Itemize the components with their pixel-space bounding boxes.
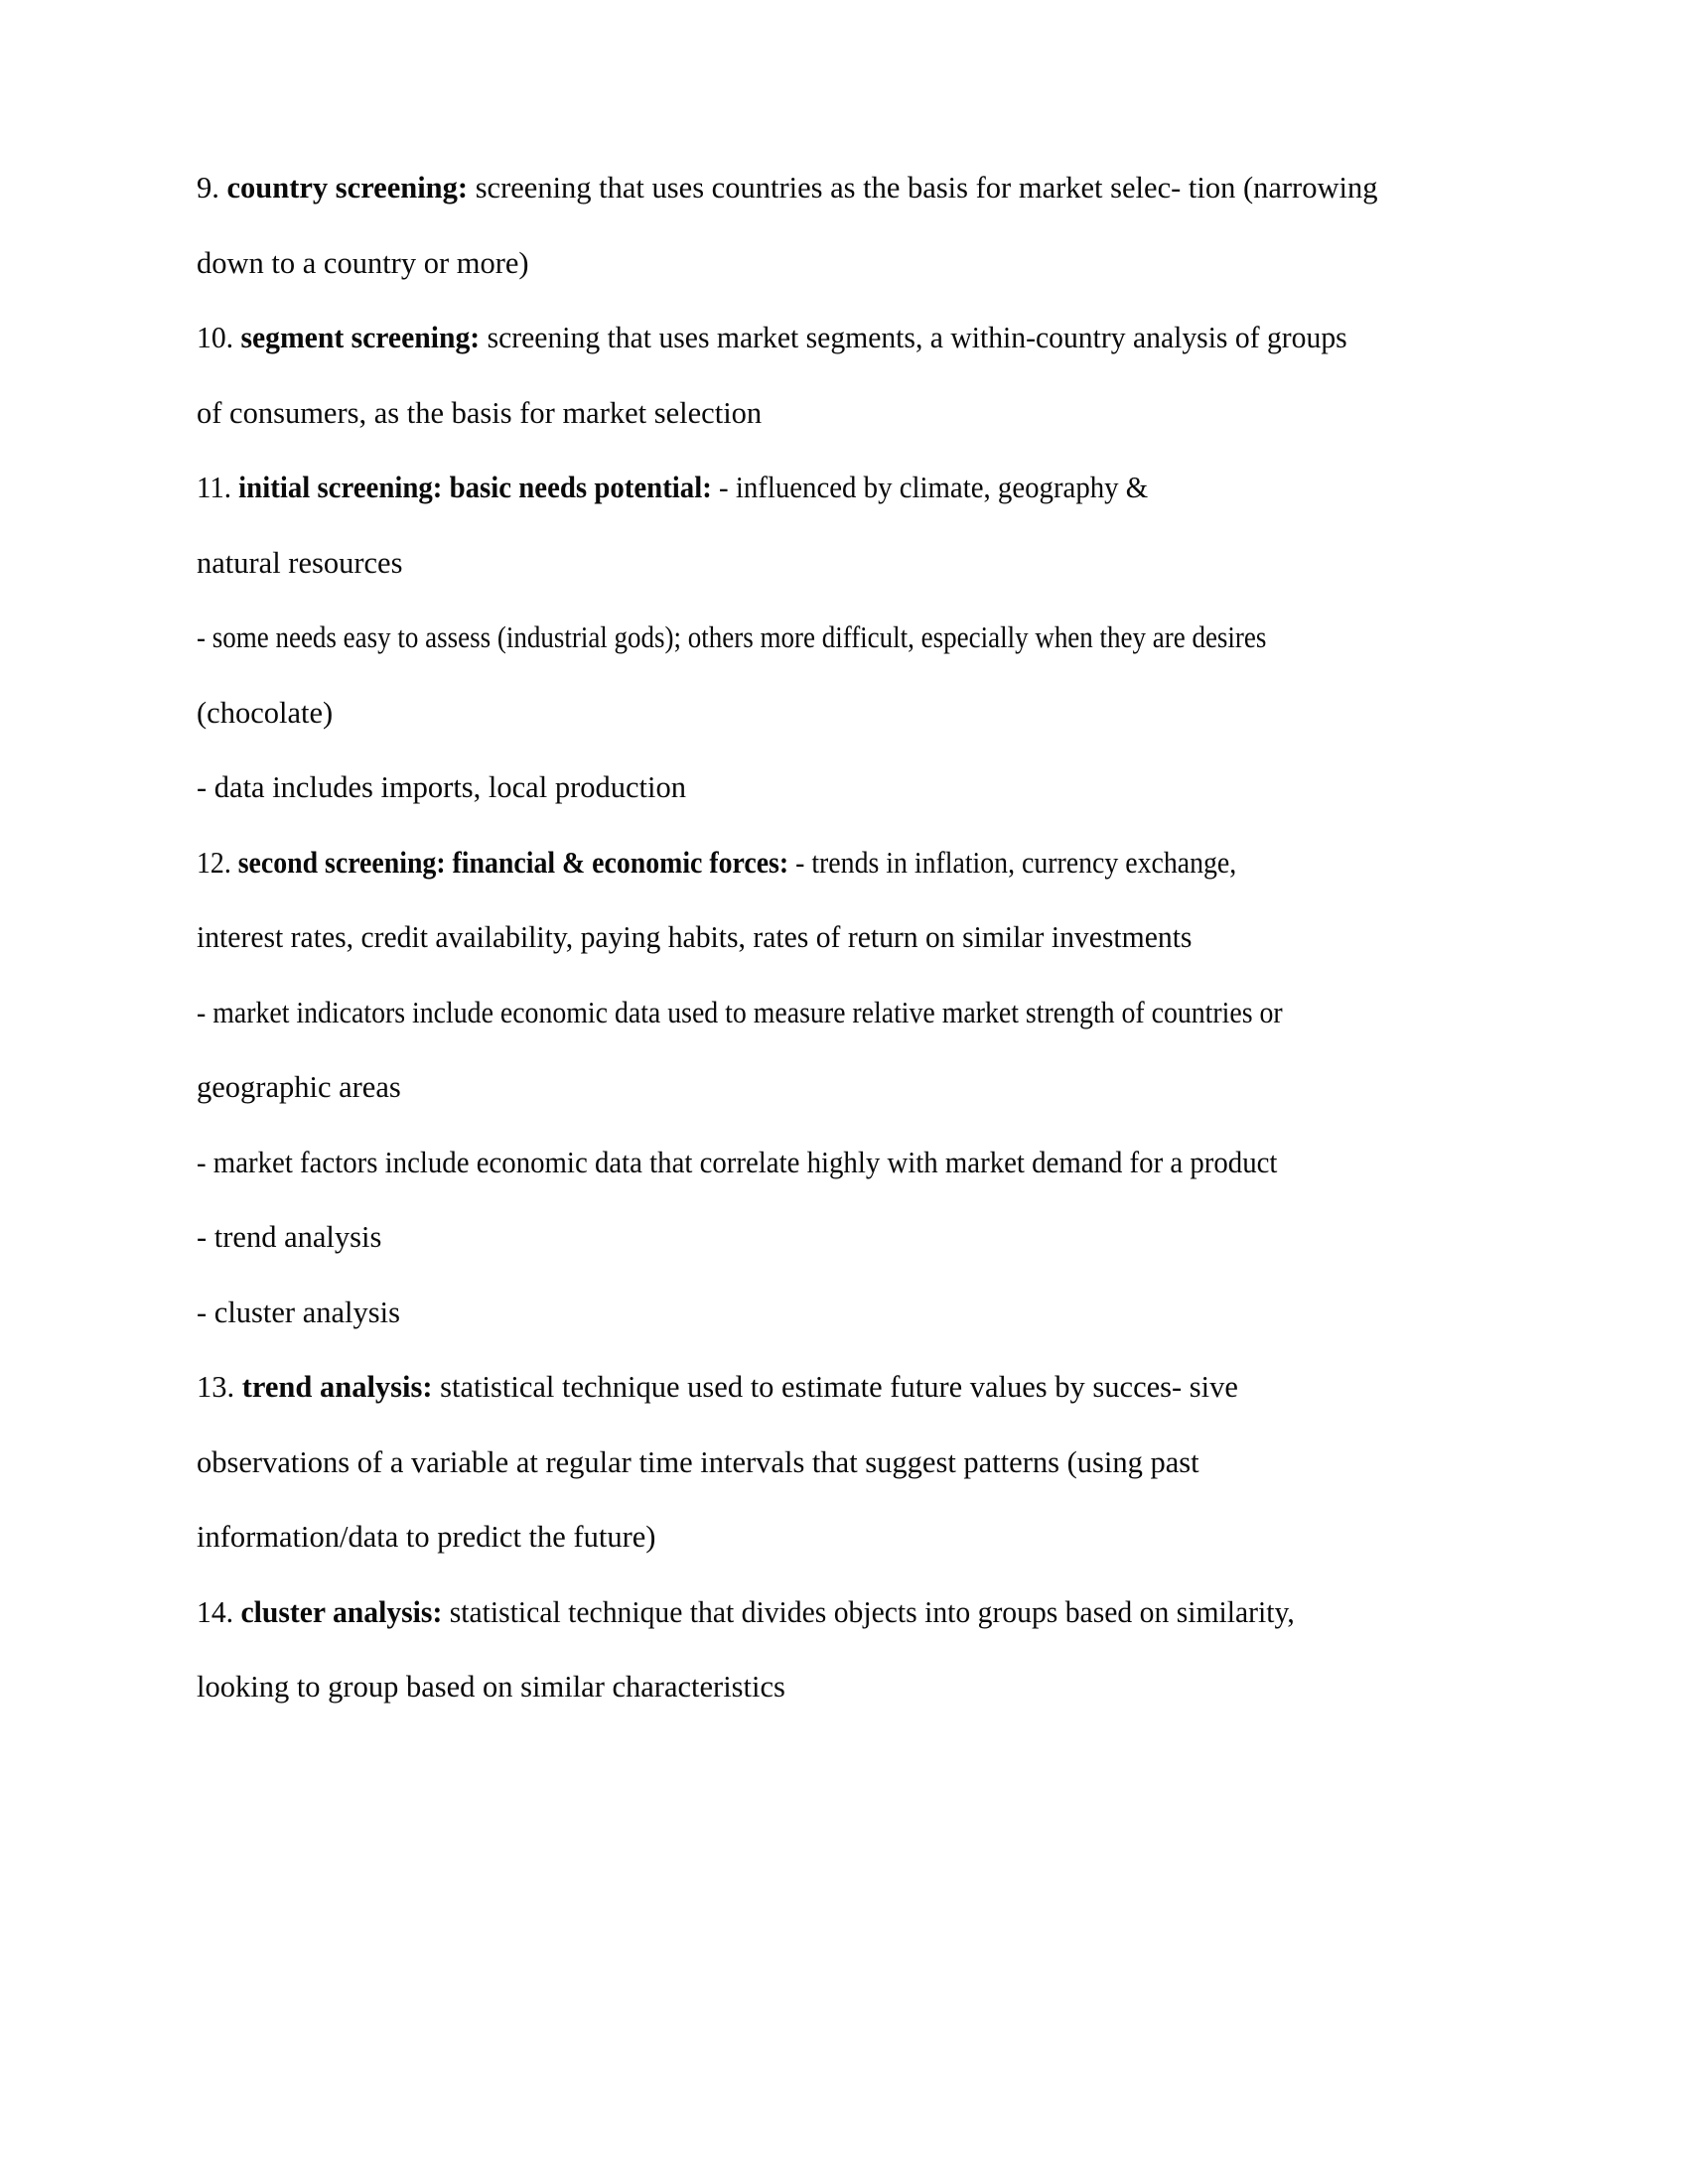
entry-definition-text: - data includes imports, local production <box>197 770 686 804</box>
document-line-content <box>197 1276 400 1351</box>
entry-definition-text: looking to group based on similar characteristics <box>197 1670 785 1704</box>
entry-term: initial screening: basic needs potential: <box>238 471 712 504</box>
document-line <box>197 1276 1507 1351</box>
entry-definition-text: - trend analysis <box>197 1220 382 1254</box>
entry-definition-text: - influenced by climate, geography & <box>711 471 1149 504</box>
document-text-body <box>197 151 1507 1725</box>
entry-number: 14. <box>197 1594 234 1629</box>
document-line-content <box>197 601 1266 676</box>
document-line-content <box>197 751 686 826</box>
document-line-content <box>197 1575 1295 1651</box>
entry-definition-text: observations of a variable at regular time intervals that suggest patterns (using past <box>197 1444 1199 1479</box>
entry-definition-text: information/data to predict the future) <box>197 1520 656 1554</box>
document-line <box>197 976 1507 1051</box>
entry-definition-text: - some needs easy to assess (industrial gods); others more difficult, especially when they are desires <box>197 620 1267 654</box>
entry-term: cluster analysis: <box>240 1594 443 1629</box>
entry-number: 13. <box>197 1370 235 1404</box>
document-line-content <box>197 1050 401 1126</box>
entry-definition-text: geographic areas <box>197 1070 401 1104</box>
document-line-content <box>197 1500 655 1575</box>
document-line-content <box>197 1200 381 1276</box>
document-line <box>197 751 1507 826</box>
document-line-content <box>197 1350 1238 1426</box>
entry-definition-text: - market factors include economic data that correlate highly with market demand for a product <box>197 1145 1278 1179</box>
entry-definition-text: - trends in inflation, currency exchange, <box>788 845 1237 880</box>
entry-definition-text: screening that uses market segments, a within-country analysis of groups <box>480 321 1347 354</box>
entry-term: second screening: financial & economic forces: <box>237 845 789 880</box>
document-line <box>197 676 1507 751</box>
entry-number: 12. <box>197 845 231 880</box>
entry-definition-text: - market indicators include economic data used to measure relative market strength of countries or <box>197 995 1283 1029</box>
document-line-content <box>197 226 529 302</box>
document-line <box>197 1200 1507 1276</box>
entry-term: trend analysis: <box>241 1370 433 1404</box>
document-line <box>197 1126 1507 1201</box>
document-line-content <box>197 900 1192 976</box>
document-line <box>197 1650 1507 1725</box>
document-line <box>197 226 1507 302</box>
entry-number: 9. <box>197 171 219 205</box>
entry-definition-text: (chocolate) <box>197 695 334 730</box>
document-line <box>197 451 1507 526</box>
entry-definition-text: interest rates, credit availability, paying habits, rates of return on similar investments <box>197 920 1193 954</box>
document-line-content <box>197 451 1148 526</box>
entry-number: 10. <box>197 321 234 354</box>
document-line-content <box>197 151 1377 226</box>
document-line-content <box>197 1426 1199 1501</box>
document-line <box>197 1500 1507 1575</box>
document-line <box>197 301 1507 376</box>
document-line-content <box>197 1126 1277 1201</box>
document-line-content <box>197 976 1283 1051</box>
entry-definition-text: statistical technique used to estimate future values by succes- sive <box>432 1370 1238 1404</box>
entry-definition-text: screening that uses countries as the basis for market selec- tion (narrowing <box>468 171 1378 205</box>
document-line <box>197 376 1507 452</box>
document-line-content <box>197 376 762 452</box>
document-line <box>197 526 1507 602</box>
document-line-content <box>197 301 1347 376</box>
document-line <box>197 1575 1507 1651</box>
document-line-content <box>197 826 1236 901</box>
document-line <box>197 1350 1507 1426</box>
entry-term: country screening: <box>226 171 469 205</box>
entry-definition-text: natural resources <box>197 545 403 580</box>
document-line <box>197 1426 1507 1501</box>
entry-definition-text: of consumers, as the basis for market selection <box>197 395 763 430</box>
document-line <box>197 826 1507 901</box>
document-line-content <box>197 526 402 602</box>
document-line <box>197 900 1507 976</box>
document-line-content <box>197 1650 785 1725</box>
entry-definition-text: down to a country or more) <box>197 245 529 280</box>
entry-definition-text: statistical technique that divides objects into groups based on similarity, <box>442 1594 1295 1629</box>
entry-definition-text: - cluster analysis <box>197 1295 400 1329</box>
document-line <box>197 1050 1507 1126</box>
entry-term: segment screening: <box>240 321 481 354</box>
document-line <box>197 151 1507 226</box>
document-line-content <box>197 676 333 751</box>
entry-number: 11. <box>197 471 231 504</box>
document-line <box>197 601 1507 676</box>
